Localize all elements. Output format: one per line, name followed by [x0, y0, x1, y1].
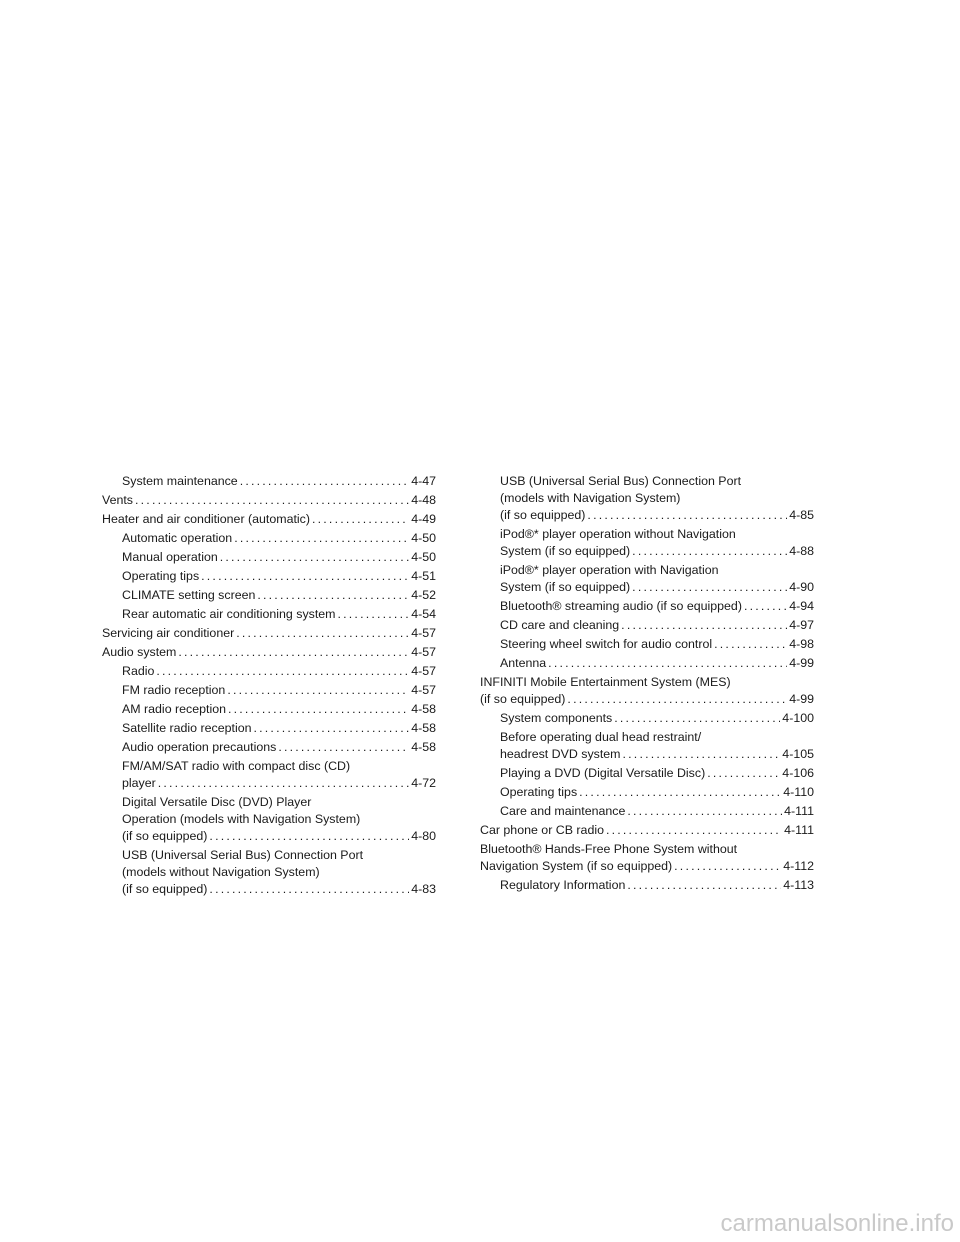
toc-entry[interactable]: [102, 720, 436, 737]
toc-entry-row: [480, 822, 814, 839]
toc-entry-title: Care and maintenance: [500, 804, 626, 818]
toc-entry[interactable]: [480, 877, 814, 894]
toc-entry-title-line: Bluetooth® Hands-Free Phone System without: [480, 842, 738, 856]
dot-leader: [209, 828, 409, 845]
toc-entry-title: Heater and air conditioner (automatic): [102, 512, 310, 526]
toc-page-number: 4-50: [411, 531, 436, 545]
toc-page-number: 4-52: [411, 588, 436, 602]
dot-leader: [579, 784, 781, 801]
toc-page-number: 4-90: [789, 580, 814, 594]
toc-entry-row: [122, 549, 436, 566]
toc-page-number: 4-54: [411, 607, 436, 621]
toc-entry[interactable]: [480, 526, 814, 560]
toc-entry[interactable]: [480, 803, 814, 820]
dot-leader: [548, 655, 787, 672]
toc-entry[interactable]: [102, 473, 436, 490]
toc-entry[interactable]: [480, 784, 814, 801]
toc-entry-row: [480, 691, 814, 708]
dot-leader: [674, 858, 781, 875]
toc-entry-title: System (if so equipped): [500, 580, 631, 594]
toc-entry-title: Satellite radio reception: [122, 721, 252, 735]
dot-leader: [606, 822, 782, 839]
toc-entry[interactable]: [102, 549, 436, 566]
toc-entry-title: (if so equipped): [122, 829, 208, 843]
toc-entry[interactable]: [480, 562, 814, 596]
dot-leader: [587, 507, 787, 524]
toc-entry-row: [500, 803, 814, 820]
dot-leader: [178, 644, 409, 661]
toc-entry-title: CLIMATE setting screen: [122, 588, 256, 602]
dot-leader: [707, 765, 780, 782]
dot-leader: [278, 739, 409, 756]
toc-page-number: 4-106: [782, 766, 814, 780]
dot-leader: [257, 587, 409, 604]
toc-entry-title: player: [122, 776, 156, 790]
toc-entry-row: [500, 617, 814, 634]
toc-page-number: 4-83: [411, 882, 436, 896]
toc-entry[interactable]: [480, 674, 814, 708]
watermark-text: carmanualsonline.info: [720, 1210, 954, 1237]
toc-entry[interactable]: [480, 729, 814, 763]
toc-entry[interactable]: [102, 739, 436, 756]
toc-entry-row: [122, 739, 436, 756]
toc-page-number: 4-97: [789, 618, 814, 632]
toc-entry-title: Audio operation precautions: [122, 740, 277, 754]
toc-page-number: 4-58: [411, 740, 436, 754]
toc-entry-title-line: USB (Universal Serial Bus) Connection Port: [500, 474, 742, 488]
toc-page-number: 4-48: [411, 493, 436, 507]
toc-page-number: 4-51: [411, 569, 436, 583]
toc-entry[interactable]: [480, 655, 814, 672]
toc-entry-row: [122, 530, 436, 547]
dot-leader: [744, 598, 787, 615]
toc-entry-title-line: Operation (models with Navigation System): [122, 812, 361, 826]
toc-entry[interactable]: [480, 710, 814, 727]
toc-entry[interactable]: [102, 606, 436, 623]
toc-page-number: 4-57: [411, 645, 436, 659]
toc-entry[interactable]: [102, 587, 436, 604]
toc-entry-title: Regulatory Information: [500, 878, 626, 892]
toc-page-number: 4-57: [411, 626, 436, 640]
toc-entry-row: [122, 881, 436, 898]
dot-leader: [623, 746, 781, 763]
dot-leader: [135, 492, 409, 509]
toc-entry-title: Antenna: [500, 656, 547, 670]
dot-leader: [236, 625, 409, 642]
toc-entry-title: Playing a DVD (Digital Versatile Disc): [500, 766, 706, 780]
toc-entry-row: [102, 511, 436, 528]
toc-page-number: 4-98: [789, 637, 814, 651]
toc-page-number: 4-112: [783, 859, 814, 873]
toc-entry-title-line: iPod®* player operation without Navigation: [500, 527, 736, 541]
toc-page-number: 4-49: [411, 512, 436, 526]
toc-entry-title: Car phone or CB radio: [480, 823, 604, 837]
toc-entry-row: [500, 710, 814, 727]
toc-entry[interactable]: [102, 492, 436, 509]
toc-entry-row: [122, 828, 436, 845]
dot-leader: [632, 579, 787, 596]
toc-entry[interactable]: [480, 617, 814, 634]
toc-entry-row: [102, 492, 436, 509]
toc-page-number: 4-100: [782, 711, 814, 725]
toc-page-number: 4-58: [411, 721, 436, 735]
toc-entry-row: [500, 579, 814, 596]
toc-entry-title-line: Before operating dual head restraint/: [500, 730, 702, 744]
toc-entry-row: [500, 507, 814, 524]
toc-page-number: 4-111: [784, 804, 814, 818]
toc-entry-title: Vents: [102, 493, 134, 507]
toc-entry-title: (if so equipped): [122, 882, 208, 896]
toc-entry-row: [122, 568, 436, 585]
toc-entry-row: [122, 473, 436, 490]
dot-leader: [227, 682, 409, 699]
toc-column-left: [102, 473, 436, 900]
dot-leader: [621, 617, 787, 634]
toc-page-number: 4-57: [411, 683, 436, 697]
toc-entry-title-line: FM/AM/SAT radio with compact disc (CD): [122, 759, 351, 773]
toc-entry-title: Steering wheel switch for audio control: [500, 637, 713, 651]
toc-entry-title: System components: [500, 711, 613, 725]
toc-page-number: 4-57: [411, 664, 436, 678]
toc-entry-title: Automatic operation: [122, 531, 233, 545]
toc-page-number: 4-113: [783, 878, 814, 892]
dot-leader: [714, 636, 787, 653]
toc-entry-title: AM radio reception: [122, 702, 226, 716]
toc-entry-row: [500, 877, 814, 894]
toc-page-number: 4-58: [411, 702, 436, 716]
toc-entry-row: [122, 775, 436, 792]
toc-entry[interactable]: [102, 758, 436, 792]
toc-entry-title-line: (models with Navigation System): [500, 491, 681, 505]
dot-leader: [312, 511, 409, 528]
toc-page-number: 4-105: [782, 747, 814, 761]
toc-entry-row: [500, 746, 814, 763]
toc-entry-title: Operating tips: [122, 569, 200, 583]
dot-leader: [627, 877, 781, 894]
dot-leader: [158, 775, 409, 792]
toc-entry-row: [122, 606, 436, 623]
toc-entry-row: [500, 636, 814, 653]
dot-leader: [338, 606, 410, 623]
toc-entry-title: FM radio reception: [122, 683, 226, 697]
toc-entry[interactable]: [102, 682, 436, 699]
dot-leader: [240, 473, 409, 490]
toc-entry-title-line: INFINITI Mobile Entertainment System (MES): [480, 675, 731, 689]
toc-entry-title: Audio system: [102, 645, 177, 659]
toc-page-number: 4-99: [789, 656, 814, 670]
dot-leader: [567, 691, 787, 708]
toc-entry[interactable]: [102, 644, 436, 661]
dot-leader: [220, 549, 409, 566]
toc-entry-title: System maintenance: [122, 474, 238, 488]
toc-entry-title-line: USB (Universal Serial Bus) Connection Port: [122, 848, 364, 862]
toc-page-number: 4-88: [789, 544, 814, 558]
toc-entry-title-line: iPod®* player operation with Navigation: [500, 563, 719, 577]
toc-entry[interactable]: [102, 625, 436, 642]
toc-page-number: 4-50: [411, 550, 436, 564]
toc-page-number: 4-110: [783, 785, 814, 799]
dot-leader: [627, 803, 782, 820]
dot-leader: [156, 663, 409, 680]
toc-entry-title: CD care and cleaning: [500, 618, 620, 632]
toc-entry-title: (if so equipped): [480, 692, 566, 706]
toc-entry-row: [500, 543, 814, 560]
toc-entry-row: [102, 625, 436, 642]
dot-leader: [209, 881, 409, 898]
toc-page-number: 4-85: [789, 508, 814, 522]
toc-entry-title: Rear automatic air conditioning system: [122, 607, 336, 621]
dot-leader: [632, 543, 787, 560]
dot-leader: [234, 530, 409, 547]
toc-entry-row: [122, 720, 436, 737]
toc-entry-row: [500, 784, 814, 801]
toc-entry-title: Bluetooth® streaming audio (if so equipped): [500, 599, 742, 613]
toc-page-number: 4-111: [784, 823, 814, 837]
dot-leader: [614, 710, 780, 727]
toc-entry-row: [500, 598, 814, 615]
toc-entry-row: [500, 765, 814, 782]
toc-entry[interactable]: [480, 765, 814, 782]
toc-entry-title: Servicing air conditioner: [102, 626, 235, 640]
toc-entry-title: Manual operation: [122, 550, 218, 564]
toc-entry[interactable]: [480, 473, 814, 524]
toc-entry-title-line: Digital Versatile Disc (DVD) Player: [122, 795, 312, 809]
toc-entry[interactable]: [102, 568, 436, 585]
toc-page-number: 4-80: [411, 829, 436, 843]
toc-page-number: 4-72: [411, 776, 436, 790]
toc-entry-row: [122, 701, 436, 718]
toc-entry-title: (if so equipped): [500, 508, 586, 522]
toc-page-number: 4-99: [789, 692, 814, 706]
toc-entry-row: [122, 682, 436, 699]
toc-entry[interactable]: [480, 841, 814, 875]
dot-leader: [228, 701, 409, 718]
toc-entry-row: [102, 644, 436, 661]
toc-entry[interactable]: [102, 701, 436, 718]
toc-entry[interactable]: [480, 636, 814, 653]
toc-entry-row: [122, 663, 436, 680]
toc-entry-row: [500, 655, 814, 672]
toc-entry[interactable]: [102, 663, 436, 680]
toc-entry-title: Operating tips: [500, 785, 578, 799]
toc-entry[interactable]: [480, 822, 814, 839]
toc-entry[interactable]: [480, 598, 814, 615]
toc-entry-title: System (if so equipped): [500, 544, 631, 558]
toc-entry[interactable]: [102, 530, 436, 547]
toc-page-number: 4-47: [411, 474, 436, 488]
toc-page-number: 4-94: [789, 599, 814, 613]
toc-entry[interactable]: [102, 511, 436, 528]
toc-entry-title: Radio: [122, 664, 155, 678]
toc-entry-title-line: (models without Navigation System): [122, 865, 320, 879]
toc-entry-title: headrest DVD system: [500, 747, 621, 761]
dot-leader: [254, 720, 410, 737]
toc-entry-row: [480, 858, 814, 875]
toc-entry-title: Navigation System (if so equipped): [480, 859, 673, 873]
toc-entry[interactable]: [102, 794, 436, 845]
toc-entry-row: [122, 587, 436, 604]
toc-column-right: [480, 473, 814, 896]
toc-entry[interactable]: [102, 847, 436, 898]
dot-leader: [201, 568, 409, 585]
